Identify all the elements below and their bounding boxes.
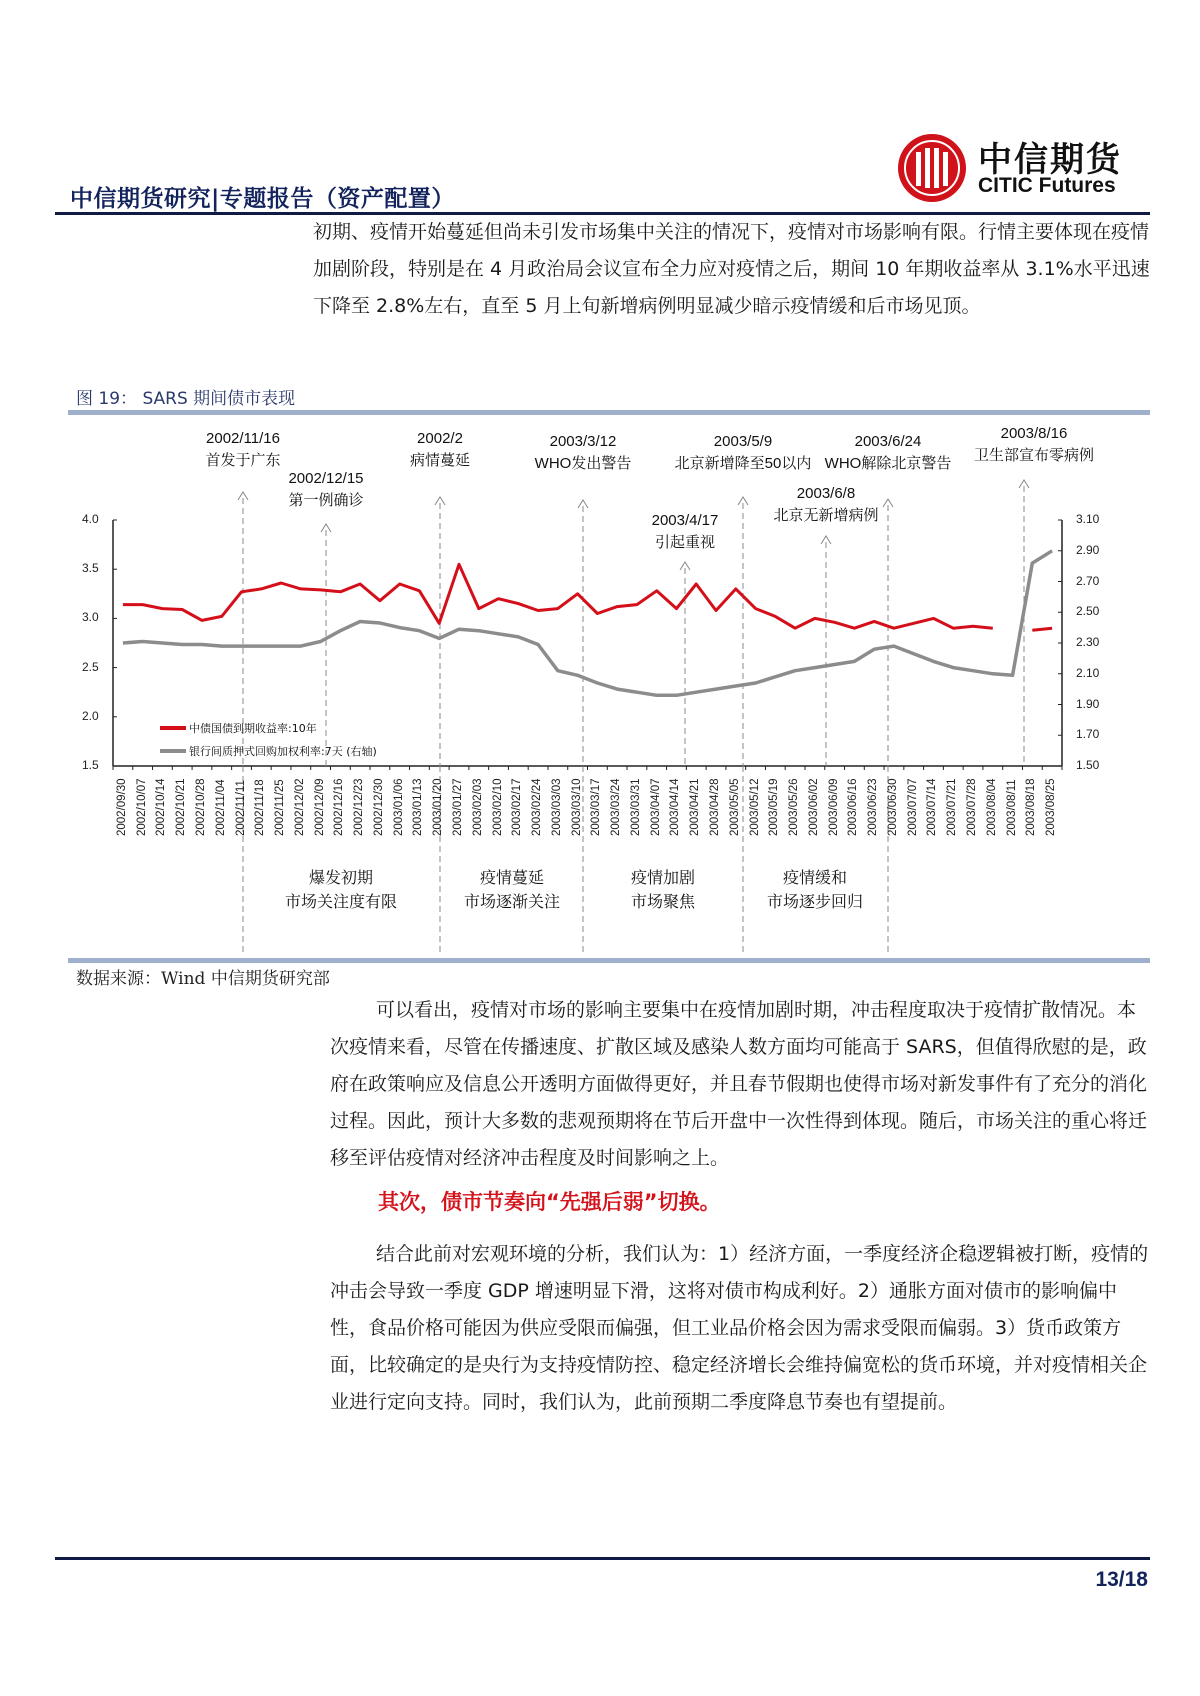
- x-tick-label: 2003/01/20: [432, 778, 445, 836]
- annotation-text: 北京新增降至50以内: [674, 455, 812, 472]
- x-tick-label: 2002/10/28: [194, 778, 207, 836]
- event-annotation: [944, 423, 1124, 467]
- logo-text-en: CITIC Futures: [978, 174, 1116, 197]
- x-tick-label: 2003/01/27: [451, 778, 464, 836]
- footer-divider: [55, 1557, 1150, 1560]
- x-tick-label: 2003/04/21: [689, 778, 702, 836]
- x-tick-label: 2003/05/12: [748, 778, 761, 836]
- x-tick-label: 2003/03/24: [610, 778, 623, 836]
- x-tick-label: 2002/11/04: [214, 779, 227, 836]
- y-tick-label-left: 3.0: [82, 610, 99, 625]
- x-tick-label: 2003/07/14: [926, 778, 939, 836]
- page-number: 13/18: [1095, 1568, 1148, 1591]
- annotation-text: 病情蔓延: [409, 452, 470, 469]
- x-tick-label: 2003/08/04: [985, 778, 998, 836]
- y-tick-label-right: 1.90: [1076, 696, 1100, 711]
- x-tick-label: 2003/07/21: [946, 778, 959, 836]
- y-tick-label-left: 2.5: [82, 659, 99, 674]
- x-tick-label: 2003/02/24: [531, 778, 544, 836]
- y-tick-label-right: 2.30: [1076, 635, 1100, 649]
- annotation-date: 2002/11/16: [206, 430, 280, 447]
- annotation-date: 2003/5/9: [713, 433, 773, 450]
- annotation-date: 2003/6/24: [854, 433, 922, 450]
- body-paragraph-3: 结合此前对宏观环境的分析，我们认为：1）经济方面，一季度经济企稳逻辑被打断，疫情的冲击会导致一季度 GDP 增速明显下滑，这将对债市构成利好。2）通胀方面对债市的影响偏中性，食品价格可能因为供应受限而偏强，但工业品价格会因为需求受限而偏弱。3）货币政策方面，比较确定的是央行为支持疫情防控、稳定经济增长会维持偏宽松的货币环境，并对疫情相关企业进行定向支持。同时，我们认为，此前预期二季度降息节奏也有望提前。: [330, 1243, 1149, 1413]
- x-tick-label: 2003/02/10: [491, 778, 504, 836]
- x-tick-label: 2003/04/14: [669, 778, 682, 836]
- x-tick-label: 2003/02/03: [471, 778, 484, 836]
- phase-label: 疫情蔓延 市场逐渐关注: [463, 868, 560, 911]
- report-header-title: 中信期货研究|专题报告（资产配置）: [70, 186, 455, 212]
- annotation-text: 卫生部宣布零病例: [973, 447, 1094, 464]
- annotation-date: 2003/8/16: [1000, 425, 1068, 442]
- x-tick-label: 2003/03/17: [590, 778, 603, 836]
- y-tick-label-right: 1.70: [1076, 727, 1100, 742]
- x-tick-label: 2002/10/21: [175, 778, 188, 836]
- red-line-swatch-icon: [160, 726, 186, 730]
- y-tick-label-right: 2.90: [1076, 542, 1100, 557]
- x-tick-label: 2002/11/25: [274, 779, 287, 836]
- y-tick-label-right: 2.50: [1076, 604, 1100, 619]
- y-tick-label-left: 3.5: [82, 561, 99, 576]
- x-tick-label: 2003/03/31: [629, 778, 642, 836]
- x-tick-label: 2002/11/18: [254, 779, 267, 836]
- annotation-date: 2003/6/8: [796, 485, 856, 502]
- event-annotation: [493, 431, 673, 475]
- legend-label: 中债国债到期收益率:10年: [189, 722, 317, 735]
- x-tick-label: 2003/06/23: [867, 778, 880, 836]
- x-tick-label: 2003/03/03: [550, 778, 563, 836]
- annotation-date: 2003/4/17: [651, 512, 719, 529]
- x-tick-label: 2003/05/19: [768, 778, 781, 836]
- x-tick-label: 2003/08/25: [1045, 778, 1058, 836]
- phase-label: 爆发初期 市场关注度有限: [284, 868, 397, 911]
- intro-paragraph: 初期、疫情开始蔓延但尚未引发市场集中关注的情况下，疫情对市场影响有限。行情主要体现在疫情加剧阶段，特别是在 4 月政治局会议宣布全力应对疫情之后，期间 10 年期收益率从 3.1%水平迅速下降至 2.8%左右，直至 5 月上旬新增病例明显减少暗示疫情缓和后市场见顶。: [313, 221, 1150, 317]
- x-tick-label: 2002/12/16: [333, 778, 346, 836]
- x-tick-label: 2003/05/05: [728, 778, 741, 836]
- y-tick-label-left: 2.0: [82, 708, 99, 723]
- x-tick-label: 2003/06/02: [807, 778, 820, 836]
- legend-item-7d-repo: [160, 743, 377, 759]
- x-tick-label: 2002/12/30: [372, 778, 385, 836]
- x-tick-label: 2003/07/07: [906, 778, 919, 836]
- x-tick-label: 2002/12/02: [293, 778, 306, 836]
- x-tick-label: 2003/01/06: [392, 778, 405, 836]
- section-subheading: 其次，债市节奏向“先强后弱”切换。: [378, 1190, 721, 1214]
- event-annotation: [236, 468, 416, 512]
- figure-bottom-rule: [68, 958, 1150, 963]
- x-tick-label: 2003/04/07: [649, 778, 662, 836]
- chart-legend: [160, 720, 377, 759]
- legend-label: 银行间质押式回购加权利率:7天 (右轴): [189, 745, 377, 758]
- x-tick-label: 2003/06/09: [827, 778, 840, 836]
- x-tick-label: 2002/10/14: [155, 778, 168, 836]
- data-source: 数据来源：Wind 中信期货研究部: [76, 969, 330, 989]
- annotation-date: 2002/12/15: [288, 470, 364, 487]
- phase-label: 疫情加剧 市场聚焦: [630, 868, 695, 911]
- gray-line-swatch-icon: [160, 749, 186, 753]
- y-tick-label-left: 1.5: [82, 758, 99, 772]
- y-tick-label-right: 2.70: [1076, 573, 1100, 588]
- annotation-text: WHO发出警告: [534, 455, 632, 472]
- event-annotation: [736, 483, 916, 527]
- body-paragraph-2: 可以看出，疫情对市场的影响主要集中在疫情加剧时期，冲击程度取决于疫情扩散情况。本次疫情来看，尽管在传播速度、扩散区域及感染人数方面均可能高于 SARS，但值得欣慰的是，政府在政策响应及信息公开透明方面做得更好，并且春节假期也使得市场对新发事件有了充分的消化过程。因此，预计大多数的悲观预期将在节后开盘中一次性得到体现。随后，市场关注的重心将迁移至评估疫情对经济冲击程度及时间影响之上。: [330, 999, 1148, 1169]
- annotation-text: 第一例确诊: [288, 492, 364, 509]
- x-tick-label: 2003/06/30: [886, 778, 899, 836]
- series-10y-yield-line: [123, 564, 1052, 630]
- x-tick-label: 2002/12/23: [353, 778, 366, 836]
- x-tick-label: 2003/08/11: [1005, 779, 1018, 836]
- x-tick-label: 2003/06/16: [847, 778, 860, 836]
- annotation-text: 引起重视: [654, 534, 715, 551]
- x-tick-label: 2002/12/09: [313, 778, 326, 836]
- x-tick-label: 2002/10/07: [135, 778, 148, 836]
- y-tick-label-right: 2.10: [1076, 665, 1100, 680]
- annotation-text: WHO解除北京警告: [824, 455, 952, 472]
- y-tick-label-left: 4.0: [82, 512, 99, 526]
- y-tick-label-right: 3.10: [1076, 512, 1100, 526]
- x-tick-label: 2003/03/10: [570, 778, 583, 836]
- event-annotation: [153, 428, 333, 472]
- y-tick-label-right: 1.50: [1076, 758, 1100, 772]
- x-tick-label: 2003/01/13: [412, 778, 425, 836]
- x-tick-label: 2003/02/17: [511, 778, 524, 836]
- logo-text-cn: 中信期货: [978, 140, 1122, 180]
- x-tick-label: 2003/08/18: [1025, 778, 1038, 836]
- x-tick-label: 2002/11/11: [234, 780, 247, 836]
- legend-item-10y-yield: [160, 720, 377, 736]
- annotation-date: 2002/2: [417, 430, 463, 447]
- annotation-text: 北京无新增病例: [773, 507, 879, 524]
- annotation-text: 首发于广东: [205, 452, 281, 469]
- x-tick-label: 2002/09/30: [115, 778, 128, 836]
- x-tick-label: 2003/04/28: [709, 778, 721, 836]
- x-tick-label: 2003/07/28: [966, 778, 979, 836]
- x-tick-label: 2003/05/26: [788, 778, 801, 836]
- figure-caption: 图 19： SARS 期间债市表现: [76, 389, 296, 409]
- annotation-date: 2003/3/12: [549, 433, 617, 450]
- phase-label: 疫情缓和 市场逐步回归: [766, 868, 863, 911]
